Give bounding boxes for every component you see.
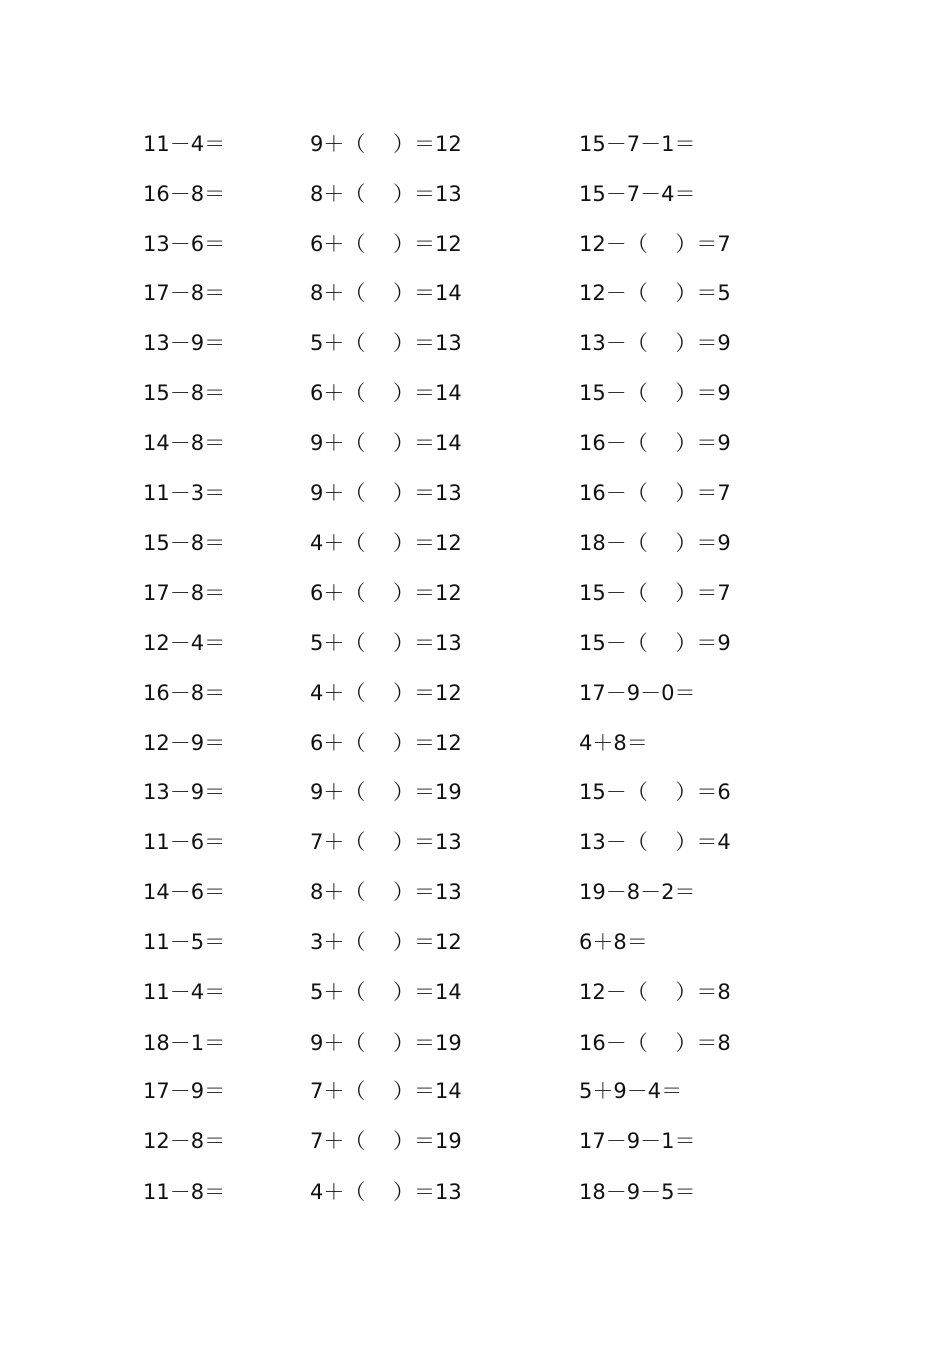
problem-row bbox=[0, 777, 950, 807]
problem-subtraction: 12－4＝ bbox=[143, 631, 226, 655]
problem-fill-blank: 9＋（ ）＝19 bbox=[310, 1031, 462, 1055]
problem-mixed: 15－（ ）＝9 bbox=[579, 631, 731, 655]
problem-fill-blank: 3＋（ ）＝12 bbox=[310, 930, 462, 954]
problem-fill-blank: 5＋（ ）＝13 bbox=[310, 331, 462, 355]
problem-mixed: 5＋9－4＝ bbox=[579, 1079, 683, 1103]
problem-subtraction: 15－8＝ bbox=[143, 531, 226, 555]
problem-mixed: 6＋8＝ bbox=[579, 930, 648, 954]
problem-mixed: 18－（ ）＝9 bbox=[579, 531, 731, 555]
problem-row bbox=[0, 877, 950, 907]
problem-fill-blank: 8＋（ ）＝13 bbox=[310, 182, 462, 206]
problem-row bbox=[0, 278, 950, 308]
problem-row bbox=[0, 827, 950, 857]
problem-subtraction: 11－8＝ bbox=[143, 1180, 226, 1204]
problem-mixed: 12－（ ）＝7 bbox=[579, 232, 731, 256]
problem-fill-blank: 8＋（ ）＝13 bbox=[310, 880, 462, 904]
problem-row bbox=[0, 1076, 950, 1106]
problem-mixed: 15－（ ）＝9 bbox=[579, 381, 731, 405]
problem-row bbox=[0, 578, 950, 608]
problem-fill-blank: 4＋（ ）＝12 bbox=[310, 681, 462, 705]
problem-row bbox=[0, 728, 950, 758]
problem-subtraction: 14－6＝ bbox=[143, 880, 226, 904]
problem-fill-blank: 9＋（ ）＝13 bbox=[310, 481, 462, 505]
problem-subtraction: 13－6＝ bbox=[143, 232, 226, 256]
problem-subtraction: 13－9＝ bbox=[143, 331, 226, 355]
problem-subtraction: 11－6＝ bbox=[143, 830, 226, 854]
problem-mixed: 19－8－2＝ bbox=[579, 880, 696, 904]
problem-fill-blank: 6＋（ ）＝12 bbox=[310, 731, 462, 755]
problem-subtraction: 12－9＝ bbox=[143, 731, 226, 755]
problem-fill-blank: 6＋（ ）＝12 bbox=[310, 232, 462, 256]
problem-fill-blank: 8＋（ ）＝14 bbox=[310, 281, 462, 305]
problem-row bbox=[0, 1177, 950, 1207]
problem-fill-blank: 6＋（ ）＝14 bbox=[310, 381, 462, 405]
problem-subtraction: 14－8＝ bbox=[143, 431, 226, 455]
problem-row bbox=[0, 977, 950, 1007]
problem-fill-blank: 4＋（ ）＝13 bbox=[310, 1180, 462, 1204]
problem-mixed: 13－（ ）＝4 bbox=[579, 830, 731, 854]
problem-fill-blank: 7＋（ ）＝14 bbox=[310, 1079, 462, 1103]
problem-fill-blank: 7＋（ ）＝19 bbox=[310, 1129, 462, 1153]
problem-row bbox=[0, 328, 950, 358]
problem-mixed: 16－（ ）＝9 bbox=[579, 431, 731, 455]
problem-mixed: 13－（ ）＝9 bbox=[579, 331, 731, 355]
problem-row bbox=[0, 927, 950, 957]
problem-mixed: 4＋8＝ bbox=[579, 731, 648, 755]
problem-subtraction: 17－9＝ bbox=[143, 1079, 226, 1103]
problem-row bbox=[0, 378, 950, 408]
problem-row bbox=[0, 428, 950, 458]
problem-subtraction: 16－8＝ bbox=[143, 182, 226, 206]
problem-fill-blank: 9＋（ ）＝14 bbox=[310, 431, 462, 455]
problem-subtraction: 18－1＝ bbox=[143, 1031, 226, 1055]
problem-subtraction: 17－8＝ bbox=[143, 581, 226, 605]
problem-row bbox=[0, 1028, 950, 1058]
problem-row bbox=[0, 179, 950, 209]
problem-subtraction: 17－8＝ bbox=[143, 281, 226, 305]
problem-mixed: 15－（ ）＝6 bbox=[579, 780, 731, 804]
problem-mixed: 12－（ ）＝8 bbox=[579, 980, 731, 1004]
problem-fill-blank: 5＋（ ）＝14 bbox=[310, 980, 462, 1004]
problem-fill-blank: 6＋（ ）＝12 bbox=[310, 581, 462, 605]
problem-mixed: 15－7－1＝ bbox=[579, 132, 696, 156]
problem-fill-blank: 4＋（ ）＝12 bbox=[310, 531, 462, 555]
problem-fill-blank: 9＋（ ）＝19 bbox=[310, 780, 462, 804]
problem-subtraction: 12－8＝ bbox=[143, 1129, 226, 1153]
problem-subtraction: 11－4＝ bbox=[143, 132, 226, 156]
problem-subtraction: 11－3＝ bbox=[143, 481, 226, 505]
problem-fill-blank: 5＋（ ）＝13 bbox=[310, 631, 462, 655]
problem-mixed: 18－9－5＝ bbox=[579, 1180, 696, 1204]
problem-row bbox=[0, 628, 950, 658]
problem-mixed: 17－9－1＝ bbox=[579, 1129, 696, 1153]
problem-mixed: 16－（ ）＝8 bbox=[579, 1031, 731, 1055]
problem-mixed: 15－（ ）＝7 bbox=[579, 581, 731, 605]
problem-mixed: 16－（ ）＝7 bbox=[579, 481, 731, 505]
problem-mixed: 17－9－0＝ bbox=[579, 681, 696, 705]
problem-subtraction: 15－8＝ bbox=[143, 381, 226, 405]
problem-row bbox=[0, 1126, 950, 1156]
problem-row bbox=[0, 528, 950, 558]
problem-mixed: 15－7－4＝ bbox=[579, 182, 696, 206]
problem-row bbox=[0, 478, 950, 508]
problem-row bbox=[0, 129, 950, 159]
problem-subtraction: 16－8＝ bbox=[143, 681, 226, 705]
problem-subtraction: 11－4＝ bbox=[143, 980, 226, 1004]
problem-fill-blank: 9＋（ ）＝12 bbox=[310, 132, 462, 156]
problem-row bbox=[0, 678, 950, 708]
problem-fill-blank: 7＋（ ）＝13 bbox=[310, 830, 462, 854]
problem-subtraction: 13－9＝ bbox=[143, 780, 226, 804]
problem-subtraction: 11－5＝ bbox=[143, 930, 226, 954]
problem-mixed: 12－（ ）＝5 bbox=[579, 281, 731, 305]
problem-row bbox=[0, 229, 950, 259]
